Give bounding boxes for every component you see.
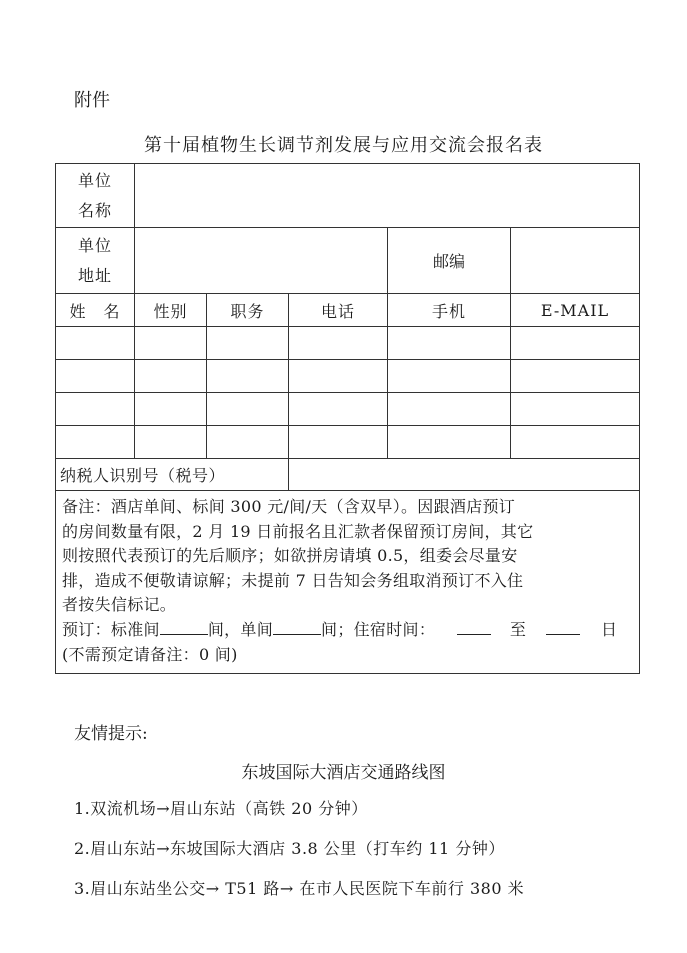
col-gender-header: 性别 xyxy=(135,294,207,327)
attendee-cell[interactable] xyxy=(56,360,135,393)
unit-name-row xyxy=(56,164,640,228)
attendee-cell[interactable] xyxy=(511,426,640,459)
attendee-cell[interactable] xyxy=(388,393,511,426)
no-booking-note: (不需预定请备注：0 间) xyxy=(62,644,238,664)
route-item: 3.眉山东站坐公交→ T51 路→ 在市人民医院下车前行 380 米 xyxy=(74,879,525,898)
table-row xyxy=(56,327,640,360)
notes-line: 备注：酒店单间、标间 300 元/间/天（含双早）。因跟酒店预订 xyxy=(62,497,516,516)
tips-title: 友情提示: xyxy=(74,724,148,744)
unit-address-row xyxy=(56,228,640,294)
notes-line: 者按失信标记。 xyxy=(62,595,177,615)
booking-to: 至 xyxy=(509,619,527,639)
attendee-cell[interactable] xyxy=(207,327,289,360)
notes-line: 则按照代表预订的先后顺序；如欲拼房请填 0.5，组委会尽量安 xyxy=(62,546,518,566)
attendee-cell[interactable] xyxy=(388,426,511,459)
unit-address-field[interactable] xyxy=(135,228,388,294)
attendee-cell[interactable] xyxy=(289,393,388,426)
attendee-header-row xyxy=(56,294,640,327)
registration-form-table xyxy=(55,163,640,674)
notes-row xyxy=(56,491,640,674)
attendee-cell[interactable] xyxy=(135,426,207,459)
col-email-header: E-MAIL xyxy=(511,294,640,327)
attendee-cell[interactable] xyxy=(511,360,640,393)
notes-line: 排，造成不便敬请谅解；未提前 7 日告知会务组取消预订不入住 xyxy=(62,570,524,590)
table-row xyxy=(56,360,640,393)
tax-id-label: 纳税人识别号（税号） xyxy=(56,459,289,491)
attendee-cell[interactable] xyxy=(289,360,388,393)
booking-single-unit: 间；住宿时间： xyxy=(321,619,436,639)
notes-line: 的房间数量有限，2 月 19 日前报名且汇款者保留预订房间，其它 xyxy=(62,521,534,541)
col-position-header: 职务 xyxy=(207,294,289,327)
attachment-label: 附件 xyxy=(74,90,110,111)
col-phone-header: 电话 xyxy=(289,294,388,327)
checkout-date-field[interactable] xyxy=(546,620,580,635)
table-row xyxy=(56,393,640,426)
attendee-cell[interactable] xyxy=(289,327,388,360)
attendee-cell[interactable] xyxy=(56,426,135,459)
postcode-label: 邮编 xyxy=(388,228,511,294)
route-item: 1.双流机场→眉山东站（高铁 20 分钟） xyxy=(74,799,368,818)
single-room-count-field[interactable] xyxy=(273,620,321,635)
attendee-cell[interactable] xyxy=(511,393,640,426)
attendee-cell[interactable] xyxy=(289,426,388,459)
unit-name-label: 单位 名称 xyxy=(56,164,135,228)
attendee-cell[interactable] xyxy=(511,327,640,360)
col-name-header: 姓 名 xyxy=(56,294,135,327)
booking-line xyxy=(62,618,633,643)
attendee-cell[interactable] xyxy=(388,327,511,360)
attendee-cell[interactable] xyxy=(207,360,289,393)
booking-day: 日 xyxy=(601,619,618,639)
checkin-date-field[interactable] xyxy=(457,620,491,635)
attendee-cell[interactable] xyxy=(135,360,207,393)
form-title: 第十届植物生长调节剂发展与应用交流会报名表 xyxy=(144,135,543,156)
unit-name-field[interactable] xyxy=(135,164,640,228)
attendee-cell[interactable] xyxy=(56,393,135,426)
attendee-cell[interactable] xyxy=(56,327,135,360)
tax-id-field[interactable] xyxy=(289,459,640,491)
attendee-cell[interactable] xyxy=(207,393,289,426)
notes-cell xyxy=(56,491,640,674)
standard-room-count-field[interactable] xyxy=(160,620,208,635)
booking-prefix: 预订：标准间 xyxy=(62,619,160,639)
attendee-cell[interactable] xyxy=(135,393,207,426)
attendee-cell[interactable] xyxy=(135,327,207,360)
table-row xyxy=(56,426,640,459)
postcode-field[interactable] xyxy=(511,228,640,294)
col-mobile-header: 手机 xyxy=(388,294,511,327)
unit-address-label: 单位 地址 xyxy=(56,228,135,294)
route-item: 2.眉山东站→东坡国际大酒店 3.8 公里（打车约 11 分钟） xyxy=(74,839,505,858)
attendee-cell[interactable] xyxy=(207,426,289,459)
route-title: 东坡国际大酒店交通路线图 xyxy=(241,763,446,783)
tax-id-row xyxy=(56,459,640,491)
booking-std-unit: 间，单间 xyxy=(207,619,274,639)
attendee-cell[interactable] xyxy=(388,360,511,393)
